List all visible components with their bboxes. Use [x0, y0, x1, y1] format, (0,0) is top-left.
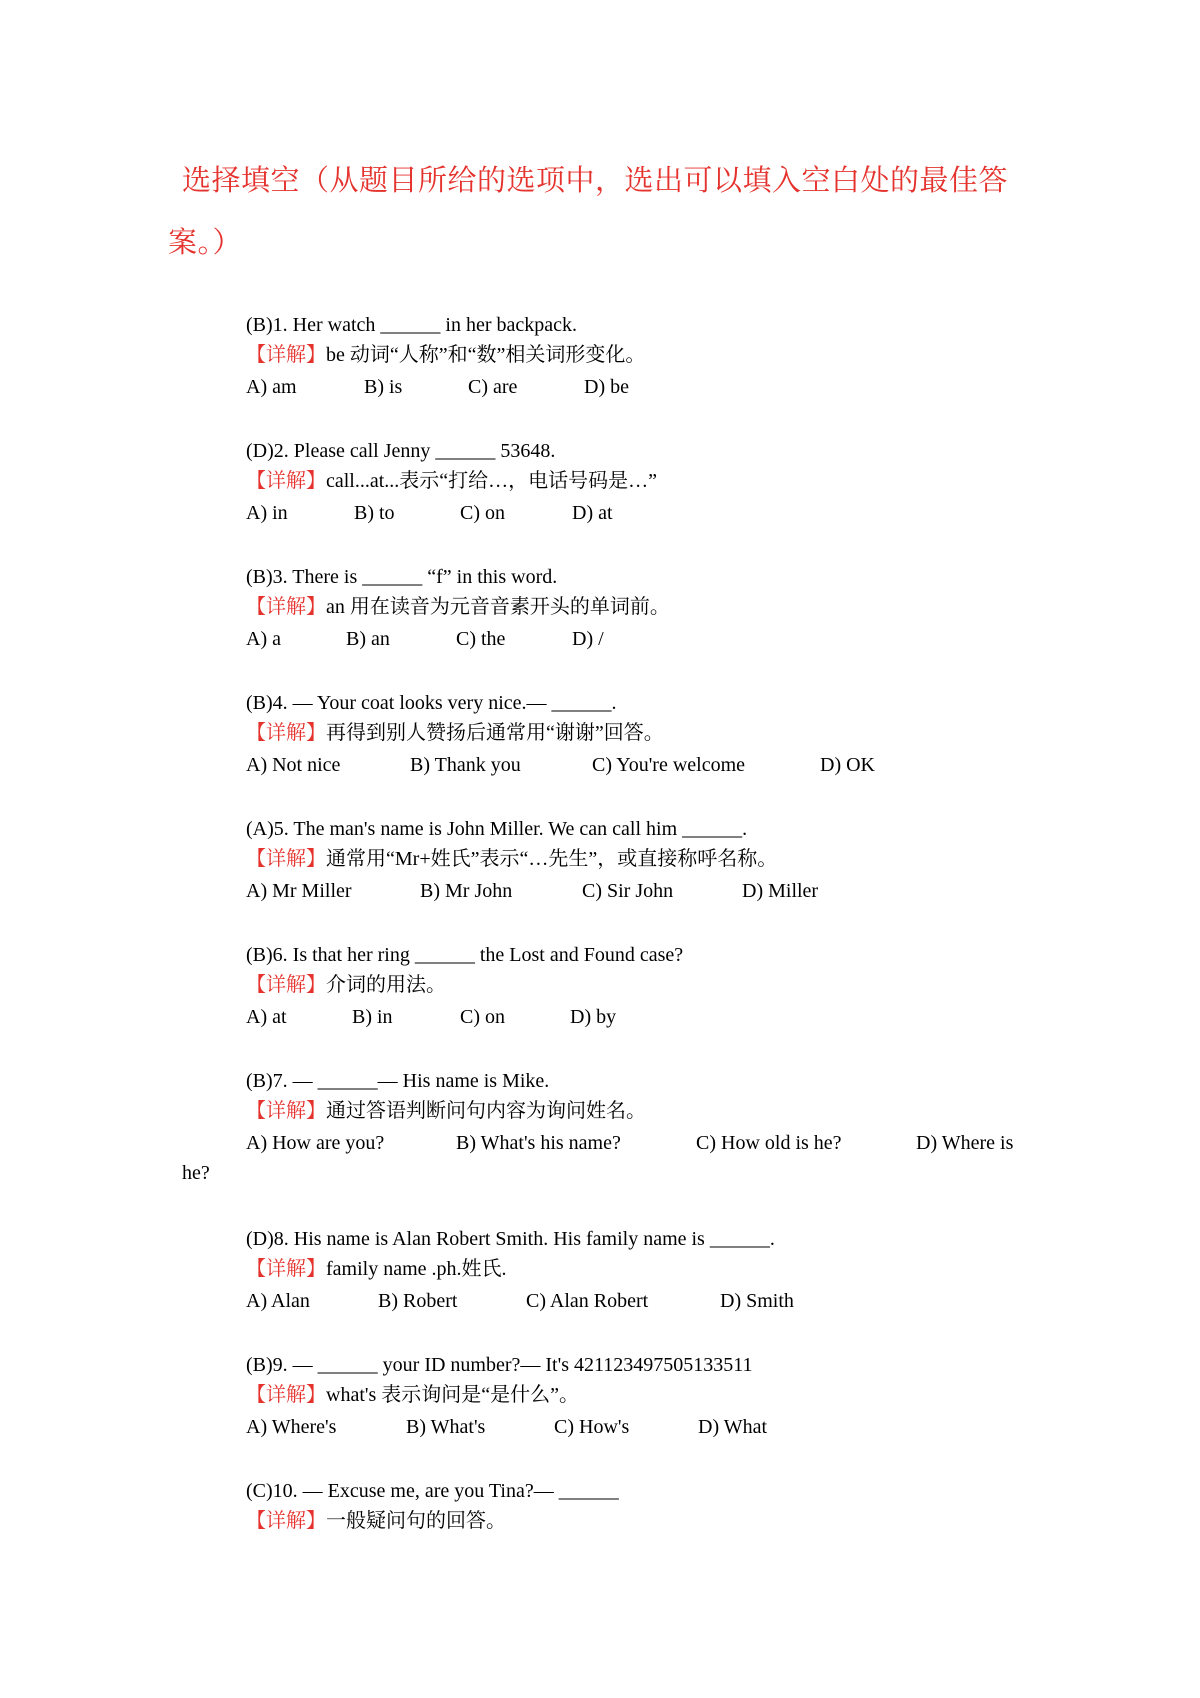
option-c: C) are [468, 376, 518, 398]
question-stem: (C)10. — Excuse me, are you Tina?— ______ [246, 1480, 619, 1502]
explanation [246, 970, 1066, 1000]
option-b: B) Mr John [420, 880, 513, 902]
option-a: A) am [246, 376, 297, 398]
option-b: B) to [354, 502, 395, 524]
option-c: C) You're welcome [592, 754, 746, 776]
explanation [246, 1506, 1066, 1536]
question-5 [246, 814, 1066, 908]
option-b: B) What's [406, 1416, 486, 1438]
option-b: B) What's his name? [456, 1132, 621, 1154]
option-c: C) Alan Robert [526, 1290, 649, 1312]
option-a: A) How are you? [246, 1132, 385, 1154]
explain-text: 一般疑问句的回答。 [326, 1510, 506, 1532]
options-row [246, 1000, 1066, 1034]
option-d: D) / [572, 628, 604, 650]
explanation [246, 844, 1066, 874]
question-stem: (A)5. The man's name is John Miller. We can call him ______. [246, 818, 748, 840]
option-d: D) What [698, 1416, 768, 1438]
option-b: B) an [346, 628, 390, 650]
explain-text: what's 表示询问是“是什么”。 [326, 1384, 580, 1406]
explain-tag: 【详解】 [246, 1384, 326, 1406]
option-a: A) Not nice [246, 754, 341, 776]
explanation [246, 466, 1066, 496]
question-9 [246, 1350, 1066, 1444]
options-row [246, 748, 1066, 782]
question-stem: (B)1. Her watch ______ in her backpack. [246, 314, 577, 336]
question-stem: (D)2. Please call Jenny ______ 53648. [246, 440, 556, 462]
explanation [246, 1380, 1066, 1410]
question-stem: (B)6. Is that her ring ______ the Lost and Found case? [246, 944, 684, 966]
explain-text: 再得到别人赞扬后通常用“谢谢”回答。 [326, 722, 664, 744]
explain-tag: 【详解】 [246, 722, 326, 744]
explain-tag: 【详解】 [246, 1258, 326, 1280]
explain-text: 介词的用法。 [326, 974, 446, 996]
explain-tag: 【详解】 [246, 848, 326, 870]
explain-tag: 【详解】 [246, 596, 326, 618]
option-d: D) Miller [742, 880, 819, 902]
explanation [246, 592, 1066, 622]
option-a: A) Mr Miller [246, 880, 352, 902]
option-d: D) by [570, 1006, 617, 1028]
option-b: B) Robert [378, 1290, 458, 1312]
page-title: 选择填空（从题目所给的选项中，选出可以填入空白处的最佳答案。） [168, 165, 1009, 259]
option-d: D) be [584, 376, 629, 398]
option-d: D) at [572, 502, 613, 524]
options-row [246, 496, 1066, 530]
option-a: A) Alan [246, 1290, 310, 1312]
explain-tag: 【详解】 [246, 344, 326, 366]
option-c: C) on [460, 502, 505, 524]
question-stem: (D)8. His name is Alan Robert Smith. His family name is ______. [246, 1228, 775, 1250]
question-4 [246, 688, 1066, 782]
explanation [246, 718, 1066, 748]
options-row [246, 1284, 1066, 1318]
explain-text: family name .ph.姓氏. [326, 1258, 507, 1280]
options-row [246, 370, 1066, 404]
explain-tag: 【详解】 [246, 974, 326, 996]
question-stem: (B)9. — ______ your ID number?— It's 421123497505133511 [246, 1354, 753, 1376]
explanation [246, 1096, 1066, 1126]
explanation [246, 1254, 1066, 1284]
option-d: D) Smith [720, 1290, 794, 1312]
question-7 [246, 1066, 1066, 1160]
explain-text: an 用在读音为元音音素开头的单词前。 [326, 596, 670, 618]
option-d-continuation: he? [182, 1162, 210, 1184]
option-b: B) is [364, 376, 403, 398]
options-row [246, 1126, 1066, 1160]
option-c: C) Sir John [582, 880, 674, 902]
question-3 [246, 562, 1066, 656]
explain-text: 通常用“Mr+姓氏”表示“…先生”，或直接称呼名称。 [326, 848, 778, 870]
option-c: C) the [456, 628, 506, 650]
option-a: A) Where's [246, 1416, 337, 1438]
question-2 [246, 436, 1066, 530]
explain-text: be 动词“人称”和“数”相关词形变化。 [326, 344, 646, 366]
option-d: D) Where is [916, 1132, 1014, 1154]
question-stem: (B)4. — Your coat looks very nice.— ______. [246, 692, 617, 714]
question-1 [246, 310, 1066, 404]
option-c: C) How old is he? [696, 1132, 842, 1154]
option-c: C) How's [554, 1416, 630, 1438]
option-d: D) OK [820, 754, 875, 776]
explain-text: call...at...表示“打给…，电话号码是…” [326, 470, 658, 492]
question-stem: (B)7. — ______— His name is Mike. [246, 1070, 550, 1092]
explain-tag: 【详解】 [246, 470, 326, 492]
question-8 [246, 1224, 1066, 1318]
options-row [246, 622, 1066, 656]
option-a: A) in [246, 502, 288, 524]
option-a: A) at [246, 1006, 287, 1028]
question-10 [246, 1476, 1066, 1536]
option-b: B) in [352, 1006, 393, 1028]
options-row [246, 1410, 1066, 1444]
explain-tag: 【详解】 [246, 1510, 326, 1532]
options-row [246, 874, 1066, 908]
explain-text: 通过答语判断问句内容为询问姓名。 [326, 1100, 646, 1122]
explanation [246, 340, 1066, 370]
option-a: A) a [246, 628, 281, 650]
explain-tag: 【详解】 [246, 1100, 326, 1122]
question-6 [246, 940, 1066, 1034]
option-c: C) on [460, 1006, 505, 1028]
option-b: B) Thank you [410, 754, 521, 776]
question-stem: (B)3. There is ______ “f” in this word. [246, 566, 558, 588]
